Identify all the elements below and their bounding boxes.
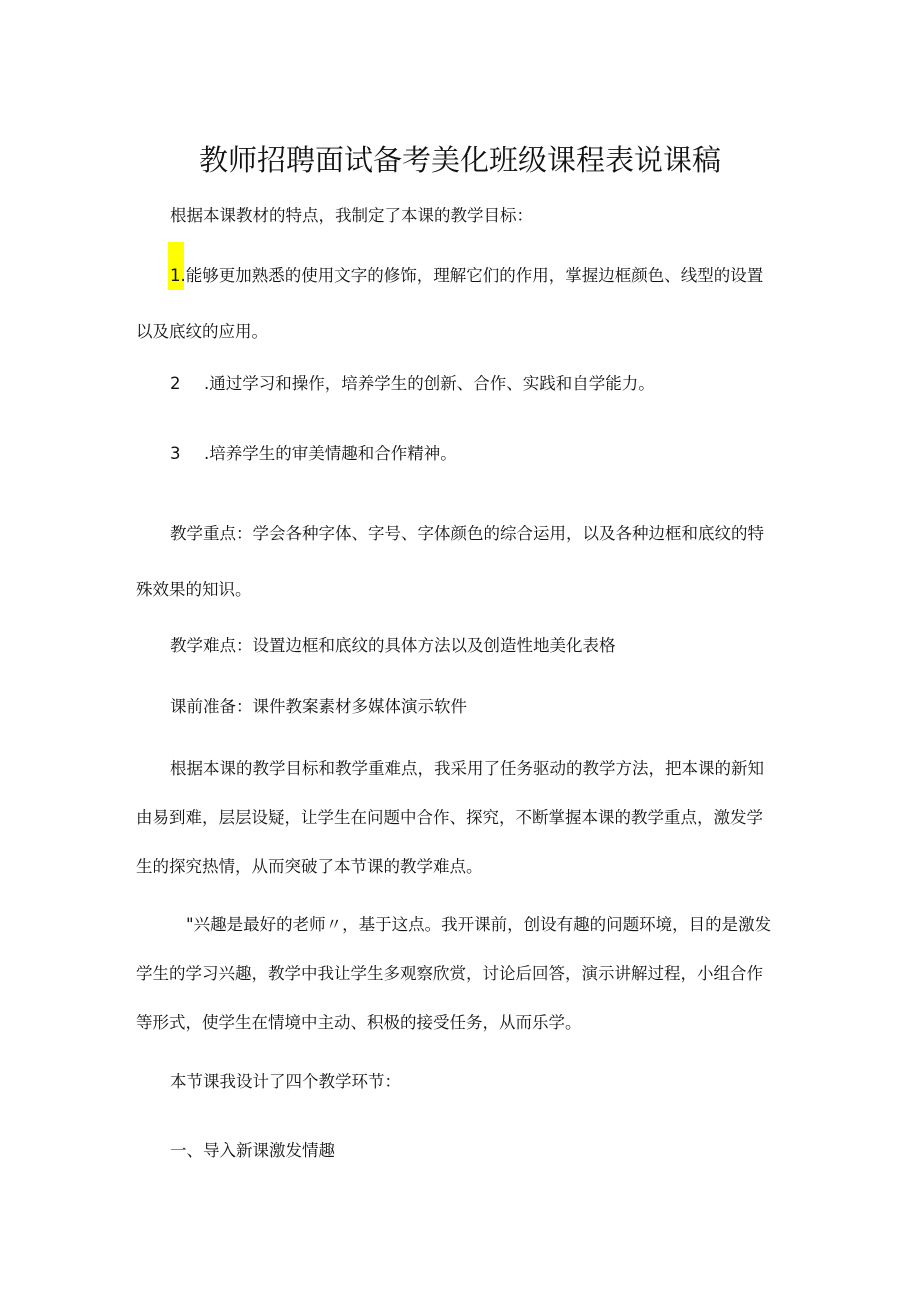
goal-1-line-1: [136, 262, 788, 290]
interest-line-3: 等形式，使学生在情境中主动、积极的接受任务，从而乐学。: [136, 1013, 582, 1032]
method-paragraph: [136, 755, 788, 881]
goal-2-text: .通过学习和操作，培养学生的创新、合作、实践和自学能力。: [204, 374, 655, 393]
goal-3-paragraph: [136, 440, 822, 468]
interest-paragraph: [136, 911, 788, 1037]
intro-paragraph: [136, 202, 822, 230]
goal-1-text-1: 能够更加熟悉的使用文字的修饰，理解它们的作用，掌握边框颜色、线型的设置: [185, 266, 764, 285]
goal-2-line: [170, 370, 822, 398]
goal-1-line-2: 以及底纹的应用。: [136, 322, 268, 341]
goal-1-paragraph: [136, 262, 788, 346]
goal-2-paragraph: [136, 370, 822, 398]
step-1-text: 一、导入新课激发情趣: [170, 1141, 335, 1160]
method-line-2: 由易到难，层层设疑，让学生在问题中合作、探究，不断掌握本课的教学重点，激发学: [136, 808, 763, 827]
interest-line-2: 学生的学习兴趣，教学中我让学生多观察欣赏，讨论后回答，演示讲解过程，小组合作: [136, 964, 763, 983]
step-1-heading: [136, 1137, 822, 1165]
method-line-1: 根据本课的教学目标和教学重难点，我采用了任务驱动的教学方法，把本课的新知: [170, 759, 764, 778]
interest-line-1: "兴趣是最好的老师〃，基于这点。我开课前，创设有趣的问题环境，目的是激发: [186, 915, 772, 934]
intro-text: 根据本课教材的特点，我制定了本课的教学目标：: [170, 206, 533, 225]
goal-3-line: [170, 440, 822, 468]
document-title: 教师招聘面试备考美化班级课程表说课稿: [198, 143, 721, 177]
keypoint-paragraph: [136, 520, 788, 604]
method-line-3: 生的探究热情，从而突破了本节课的教学难点。: [136, 857, 483, 876]
difficulty-text: 教学难点：设置边框和底纹的具体方法以及创造性地美化表格: [170, 636, 616, 655]
preparation-text: 课前准备：课件教案素材多媒体演示软件: [170, 697, 467, 716]
goal-3-number: 3: [170, 444, 181, 463]
steps-intro-text: 本节课我设计了四个教学环节：: [170, 1072, 401, 1091]
difficulty-paragraph: [136, 632, 822, 660]
keypoint-line-1: 教学重点：学会各种字体、字号、字体颜色的综合运用，以及各种边框和底纹的特: [170, 524, 764, 543]
goal-1-number: 1.: [170, 266, 186, 285]
goal-3-text: .培养学生的审美情趣和合作精神。: [204, 444, 457, 463]
goal-2-number: 2: [170, 374, 181, 393]
keypoint-line-2: 殊效果的知识。: [136, 580, 252, 599]
steps-intro-paragraph: [136, 1068, 822, 1096]
preparation-paragraph: [136, 693, 822, 721]
